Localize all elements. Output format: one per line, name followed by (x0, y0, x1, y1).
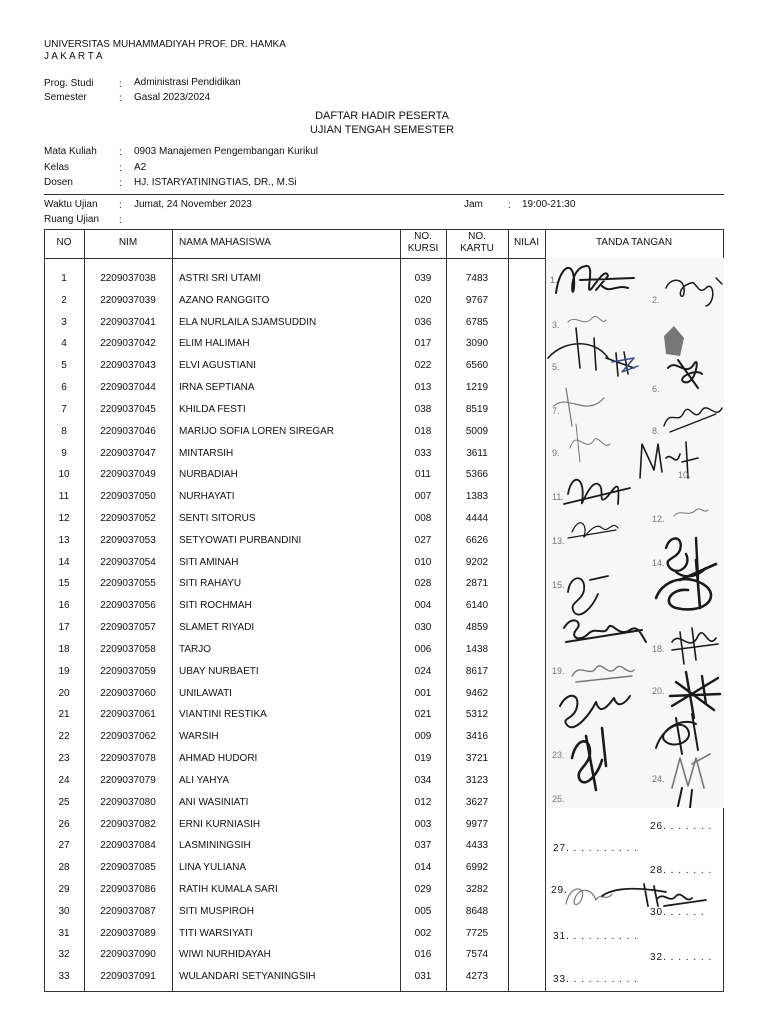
cell-no: 12 (58, 513, 70, 524)
cell-nama: VIANTINI RESTIKA (179, 709, 267, 720)
cell-kartu: 5366 (465, 469, 489, 480)
cell-nama: AZANO RANGGITO (179, 295, 270, 306)
signature-29-30 (546, 876, 724, 916)
cell-nim: 2209037090 (100, 949, 156, 960)
sig-dots-27: 27. . . . . . . . . . (553, 843, 638, 854)
semester-value: Gasal 2023/2024 (134, 92, 211, 103)
cell-kartu: 6992 (465, 862, 489, 873)
cell-nim: 2209037084 (100, 840, 156, 851)
cell-nim: 2209037078 (100, 753, 156, 764)
header-kartu-1: NO. (468, 231, 486, 242)
cell-kursi: 019 (414, 753, 432, 764)
cell-nama: TARJO (179, 644, 212, 655)
cell-nama: TITI WARSIYATI (179, 928, 253, 939)
cell-nim: 2209037082 (100, 819, 156, 830)
cell-kursi: 022 (414, 360, 432, 371)
signature-21 (560, 696, 630, 727)
signature-1 (556, 266, 634, 293)
signature-24 (672, 754, 710, 788)
cell-nama: UBAY NURBAETI (179, 666, 259, 677)
cell-nama: ELIM HALIMAH (179, 338, 250, 349)
signature-22 (656, 714, 698, 754)
cell-no: 3 (61, 317, 67, 328)
signature-12b (674, 509, 708, 516)
cell-no: 21 (58, 709, 70, 720)
sig-dots-32: 32. . . . . . . (650, 952, 713, 963)
cell-no: 25 (58, 797, 70, 808)
kelas-label: Kelas (44, 162, 70, 173)
cell-nim: 2209037046 (100, 426, 156, 437)
cell-no: 14 (58, 557, 70, 568)
cell-no: 1 (61, 273, 67, 284)
ruang-ujian-label: Ruang Ujian (44, 214, 100, 225)
cell-kartu: 3090 (465, 338, 489, 349)
cell-nama: WARSIH (179, 731, 219, 742)
cell-nim: 2209037089 (100, 928, 156, 939)
cell-kartu: 9202 (465, 557, 489, 568)
university-city: J A K A R T A (44, 51, 103, 62)
cell-nama: SENTI SITORUS (179, 513, 256, 524)
sig-slot-25: 25. (552, 794, 565, 804)
cell-nim: 2209037053 (100, 535, 156, 546)
cell-no: 16 (58, 600, 70, 611)
cell-no: 18 (58, 644, 70, 655)
cell-kursi: 036 (414, 317, 432, 328)
cell-no: 8 (61, 426, 67, 437)
cell-nama: SLAMET RIYADI (179, 622, 255, 633)
cell-kursi: 006 (414, 644, 432, 655)
cell-nama: SITI ROCHMAH (179, 600, 252, 611)
cell-nama: ELVI AGUSTIANI (179, 360, 257, 371)
cell-kartu: 9977 (465, 819, 489, 830)
cell-kartu: 7483 (465, 273, 489, 284)
cell-nim: 2209037044 (100, 382, 156, 393)
cell-no: 9 (61, 448, 67, 459)
cell-kartu: 8519 (465, 404, 489, 415)
cell-nim: 2209037061 (100, 709, 156, 720)
cell-nama: IRNA SEPTIANA (179, 382, 255, 393)
jam-value: 19:00-21:30 (522, 199, 576, 210)
sig-slot-11: 11. (552, 492, 564, 502)
sig-slot-15: 15. (552, 580, 565, 590)
university-name: UNIVERSITAS MUHAMMADIYAH PROF. DR. HAMKA (44, 39, 286, 50)
cell-no: 13 (58, 535, 70, 546)
kelas-colon: : (119, 163, 122, 174)
cell-nim: 2209037045 (100, 404, 156, 415)
sig-slot-13: 13. (552, 536, 565, 546)
cell-nim: 2209037047 (100, 448, 156, 459)
sig-slot-14: 14. (652, 558, 665, 568)
cell-kursi: 017 (414, 338, 432, 349)
signature-19 (572, 666, 634, 682)
cell-kursi: 011 (415, 469, 431, 480)
cell-kursi: 031 (414, 971, 432, 982)
sig-slot-7: 7. (552, 406, 560, 416)
col-divider-nilai (508, 229, 509, 992)
cell-kursi: 013 (414, 382, 432, 393)
cell-nim: 2209037049 (100, 469, 156, 480)
header-nama: NAMA MAHASISWA (179, 237, 271, 248)
cell-kartu: 3627 (465, 797, 489, 808)
cell-kursi: 020 (414, 295, 432, 306)
cell-no: 28 (58, 862, 70, 873)
signature-scribbles (546, 258, 724, 808)
header-kursi-2: KURSI (407, 243, 439, 254)
cell-kartu: 2871 (465, 578, 489, 589)
cell-kartu: 6140 (465, 600, 489, 611)
sig-slot-9: 9. (552, 448, 560, 458)
cell-kartu: 4859 (465, 622, 489, 633)
header-nim: NIM (118, 237, 138, 248)
header-no: NO (56, 237, 72, 248)
cell-nama: NURBADIAH (179, 469, 238, 480)
cell-nim: 2209037091 (100, 971, 156, 982)
signature-23 (572, 728, 606, 790)
sig-slot-24: 24. (652, 774, 665, 784)
cell-nama: WIWI NURHIDAYAH (179, 949, 271, 960)
cell-no: 31 (58, 928, 70, 939)
cell-nim: 2209037062 (100, 731, 156, 742)
kelas-value: A2 (134, 162, 147, 173)
doc-title-1: DAFTAR HADIR PESERTA (315, 110, 449, 122)
sig-slot-5: 5. (552, 362, 560, 372)
cell-no: 4 (61, 338, 67, 349)
cell-nama: SITI AMINAH (179, 557, 239, 568)
signature-17 (564, 620, 646, 642)
cell-nama: LINA YULIANA (179, 862, 247, 873)
cell-no: 23 (58, 753, 70, 764)
cell-nama: WULANDARI SETYANINGSIH (179, 971, 316, 982)
cell-no: 17 (58, 622, 70, 633)
cell-kartu: 5312 (465, 709, 489, 720)
cell-kartu: 3282 (465, 884, 489, 895)
signature-9 (570, 424, 610, 462)
ruang-ujian-colon: : (119, 215, 122, 226)
cell-no: 30 (58, 906, 70, 917)
cell-no: 20 (58, 688, 70, 699)
prog-studi-value: Administrasi Pendidikan (134, 77, 241, 88)
cell-no: 2 (61, 295, 67, 306)
cell-nim: 2209037086 (100, 884, 156, 895)
sig-dots-30: 30. . . . . . (650, 907, 705, 918)
cell-no: 15 (58, 578, 70, 589)
cell-nama: KHILDA FESTI (179, 404, 246, 415)
cell-kursi: 033 (414, 448, 432, 459)
cell-kartu: 3721 (465, 753, 489, 764)
sig-slot-12: 12. (652, 514, 665, 524)
cell-kursi: 002 (414, 928, 432, 939)
cell-nim: 2209037085 (100, 862, 156, 873)
cell-kursi: 009 (414, 731, 432, 742)
signature-11 (564, 480, 630, 504)
mata-kuliah-label: Mata Kuliah (44, 146, 97, 157)
cell-kursi: 027 (414, 535, 432, 546)
sig-dots-28: 28. . . . . . . (650, 865, 713, 876)
mata-kuliah-value: 0903 Manajemen Pengembangan Kurikul (134, 146, 319, 157)
cell-kursi: 021 (414, 709, 432, 720)
cell-kursi: 005 (414, 906, 432, 917)
cell-kartu: 8617 (465, 666, 489, 677)
signature-12 (568, 523, 618, 538)
signature-5 (548, 328, 634, 376)
cell-kartu: 4444 (465, 513, 489, 524)
header-kartu-2: KARTU (460, 243, 494, 254)
cell-kursi: 034 (414, 775, 432, 786)
cell-nama: LASMININGSIH (179, 840, 251, 851)
sig-slot-23: 23. (552, 750, 565, 760)
cell-no: 6 (61, 382, 67, 393)
cell-nama: SITI MUSPIROH (179, 906, 255, 917)
sig-slot-6: 6. (652, 384, 660, 394)
waktu-ujian-value: Jumat, 24 November 2023 (134, 199, 252, 210)
cell-kursi: 018 (414, 426, 432, 437)
cell-kursi: 001 (414, 688, 432, 699)
col-divider-nama (172, 229, 173, 992)
sig-slot-19: 19. (552, 666, 565, 676)
cell-nim: 2209037043 (100, 360, 156, 371)
cell-kursi: 030 (414, 622, 432, 633)
cell-kartu: 3123 (465, 775, 489, 786)
cell-nim: 2209037087 (100, 906, 156, 917)
cell-kursi: 024 (414, 666, 432, 677)
signature-7 (554, 388, 604, 426)
cell-nama: ELA NURLAILA SJAMSUDDIN (179, 317, 317, 328)
header-tanda-tangan: TANDA TANGAN (595, 237, 673, 248)
header-divider (44, 194, 724, 195)
prog-studi-label: Prog. Studi (44, 78, 94, 89)
cell-nim: 2209037059 (100, 666, 156, 677)
cell-nim: 2209037042 (100, 338, 156, 349)
dosen-colon: : (119, 178, 122, 189)
cell-kursi: 038 (414, 404, 432, 415)
cell-nama: ASTRI SRI UTAMI (179, 273, 262, 284)
cell-nim: 2209037038 (100, 273, 156, 284)
waktu-ujian-label: Waktu Ujian (44, 199, 98, 210)
jam-label: Jam (464, 199, 483, 210)
signature-20 (670, 672, 720, 718)
cell-no: 32 (58, 949, 70, 960)
cell-kursi: 012 (414, 797, 432, 808)
sig-slot-20: 20. (652, 686, 665, 696)
sig-dots-31: 31. . . . . . . . . . (553, 931, 638, 942)
cell-kartu: 6785 (465, 317, 489, 328)
sig-slot-18: 18. (652, 644, 665, 654)
cell-nama: SETYOWATI PURBANDINI (179, 535, 302, 546)
dosen-value: HJ. ISTARYATININGTIAS, DR., M.Si (134, 177, 297, 188)
cell-kartu: 3416 (465, 731, 489, 742)
jam-colon: : (508, 200, 511, 211)
waktu-ujian-colon: : (119, 200, 122, 211)
cell-nim: 2209037079 (100, 775, 156, 786)
cell-kursi: 039 (414, 273, 432, 284)
cell-nama: AHMAD HUDORI (179, 753, 258, 764)
cell-no: 24 (58, 775, 70, 786)
cell-kursi: 008 (414, 513, 432, 524)
cell-kartu: 3611 (466, 448, 488, 459)
cell-kursi: 037 (414, 840, 432, 851)
semester-label: Semester (44, 92, 87, 103)
cell-nim: 2209037058 (100, 644, 156, 655)
signature-18 (672, 628, 718, 664)
cell-kursi: 029 (414, 884, 432, 895)
cell-nim: 2209037050 (100, 491, 156, 502)
cell-no: 11 (58, 491, 70, 502)
cell-kartu: 1383 (465, 491, 489, 502)
cell-kartu: 1219 (465, 382, 489, 393)
signature-15 (568, 576, 608, 615)
cell-no: 29 (58, 884, 70, 895)
cell-kursi: 004 (414, 600, 432, 611)
cell-nama: NURHAYATI (179, 491, 235, 502)
cell-kursi: 028 (414, 578, 432, 589)
doc-title-2: UJIAN TENGAH SEMESTER (309, 124, 455, 136)
cell-no: 33 (58, 971, 70, 982)
cell-nim: 2209037056 (100, 600, 156, 611)
signature-3 (568, 316, 606, 322)
sig-dots-29: 29. (551, 885, 568, 896)
sig-dots-33: 33. . . . . . . . . . (553, 974, 638, 985)
cell-nama: ANI WASINIATI (179, 797, 249, 808)
sig-dots-26: 26. . . . . . . (650, 821, 713, 832)
prog-studi-colon: : (119, 79, 122, 90)
cell-kursi: 010 (414, 557, 432, 568)
cell-kartu: 1438 (465, 644, 489, 655)
cell-kartu: 9462 (465, 688, 489, 699)
cell-nim: 2209037052 (100, 513, 156, 524)
cell-no: 22 (58, 731, 70, 742)
semester-colon: : (119, 93, 122, 104)
cell-kartu: 7574 (465, 949, 489, 960)
cell-kartu: 4273 (465, 971, 489, 982)
cell-kartu: 7725 (465, 928, 489, 939)
cell-kartu: 6626 (465, 535, 489, 546)
cell-nama: MARIJO SOFIA LOREN SIREGAR (179, 426, 335, 437)
cell-kartu: 5009 (465, 426, 489, 437)
cell-nim: 2209037054 (100, 557, 156, 568)
signature-4-smudge (664, 326, 684, 356)
cell-no: 26 (58, 819, 70, 830)
table-bottom-border (44, 991, 724, 992)
sig-slot-3: 3. (552, 320, 560, 330)
signature-8 (664, 408, 722, 432)
signature-2 (666, 278, 722, 306)
cell-kursi: 003 (414, 819, 432, 830)
sig-slot-2: 2. (652, 295, 660, 305)
signature-25 (678, 788, 692, 808)
mata-kuliah-colon: : (119, 147, 122, 158)
cell-kartu: 4433 (465, 840, 489, 851)
cell-nama: ERNI KURNIASIH (179, 819, 261, 830)
cell-nama: ALI YAHYA (179, 775, 230, 786)
cell-nama: MINTARSIH (179, 448, 234, 459)
cell-nama: SITI RAHAYU (179, 578, 242, 589)
cell-no: 19 (58, 666, 70, 677)
cell-kursi: 014 (414, 862, 432, 873)
cell-no: 27 (58, 840, 70, 851)
cell-kursi: 016 (414, 949, 432, 960)
dosen-label: Dosen (44, 177, 73, 188)
cell-no: 5 (61, 360, 67, 371)
sig-slot-10: 10. (678, 470, 691, 480)
signature-scan-panel (546, 258, 724, 808)
cell-nim: 2209037039 (100, 295, 156, 306)
cell-no: 7 (61, 404, 67, 415)
cell-kartu: 9767 (465, 295, 489, 306)
cell-kursi: 007 (414, 491, 432, 502)
cell-nim: 2209037041 (100, 317, 156, 328)
table-top-border (44, 229, 724, 230)
sig-slot-1: 1. (550, 275, 558, 285)
cell-kartu: 6560 (465, 360, 489, 371)
signature-6 (668, 360, 702, 388)
cell-nim: 2209037057 (100, 622, 156, 633)
cell-kartu: 8648 (465, 906, 489, 917)
cell-nama: UNILAWATI (179, 688, 232, 699)
sig-slot-8: 8. (652, 426, 660, 436)
header-nilai: NILAI (513, 237, 539, 248)
cell-nim: 2209037055 (100, 578, 156, 589)
cell-no: 10 (58, 469, 70, 480)
header-kursi-1: NO. (414, 231, 432, 242)
cell-nim: 2209037080 (100, 797, 156, 808)
cell-nim: 2209037060 (100, 688, 156, 699)
cell-nama: RATIH KUMALA SARI (179, 884, 278, 895)
